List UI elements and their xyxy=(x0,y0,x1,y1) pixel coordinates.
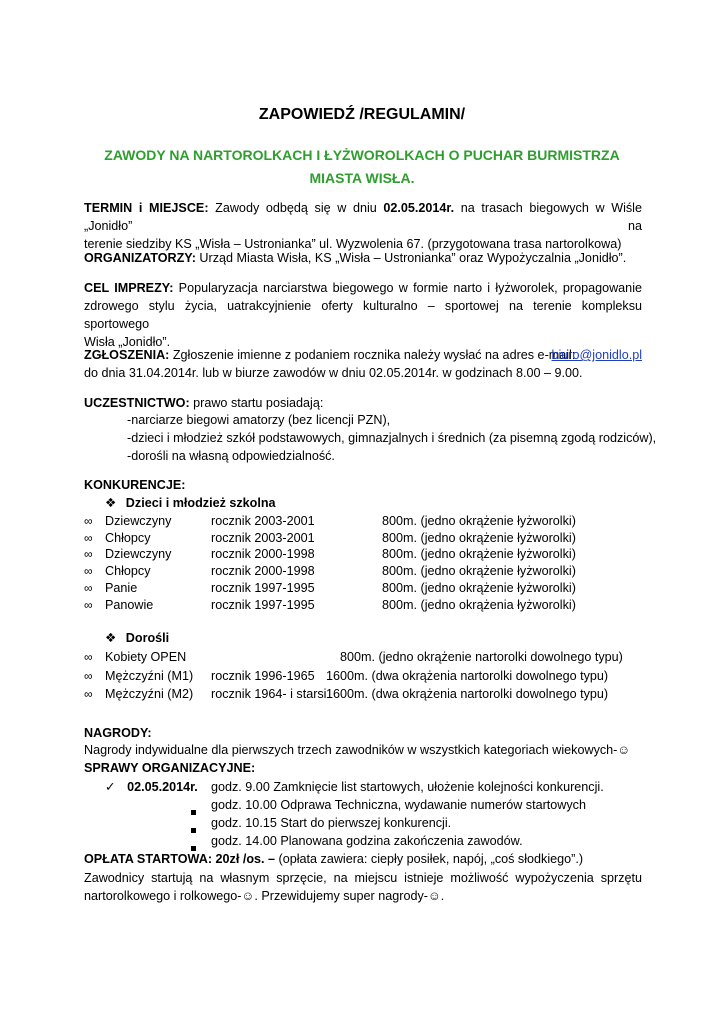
final-line-1: Zawodnicy startują na własnym sprzęcie, na miejscu istnieje możliwość wypożyczenia sprzętu xyxy=(84,871,642,885)
infinity-bullet-icon: ∞ xyxy=(84,530,93,545)
nagrody-text: Nagrody indywidualne dla pierwszych trzech zawodników w wszystkich kategoriach wiekowych-☺ xyxy=(84,743,631,757)
infinity-bullet-icon: ∞ xyxy=(84,650,93,664)
infinity-bullet-icon: ∞ xyxy=(84,597,93,612)
zgloszenia-line-2: do dnia 31.04.2014r. lub w biurze zawodów w dniu 02.05.2014r. w godzinach 8.00 – 9.00. xyxy=(84,366,583,380)
nagrody-label xyxy=(84,726,152,741)
section-uczestnictwo xyxy=(84,394,642,412)
category-distance: 800m. (jedno okrążenie łyżworolki) xyxy=(382,580,576,595)
sprawy-label xyxy=(84,761,255,776)
section-final xyxy=(84,869,642,905)
schedule-item: godz. 10.15 Start do pierwszej konkurencji. xyxy=(211,816,452,830)
oplata-label: OPŁATA STARTOWA: 20zł /os. – xyxy=(84,852,276,866)
oplata-line xyxy=(84,852,583,867)
category-name: Dziewczyny xyxy=(105,547,172,562)
category-distance: 800m. (jedno okrążenie łyżworolki) xyxy=(382,547,576,562)
category-name: Kobiety OPEN xyxy=(105,650,187,664)
nagrody-label-text: NAGRODY: xyxy=(84,726,152,740)
category-distance: 1600m. (dwa okrążenia nartorolki dowolnego typu) xyxy=(326,687,609,701)
sprawy-date: 02.05.2014r. xyxy=(127,780,198,794)
termin-line-1 xyxy=(84,199,642,235)
section-cel xyxy=(84,279,642,351)
group-dzieci-heading xyxy=(105,496,276,511)
termin-text-a: Zawody odbędą się w dniu xyxy=(208,201,384,215)
uczestnictwo-item: -narciarze biegowi amatorzy (bez licencji PZN), xyxy=(127,413,391,427)
cel-text-1: Popularyzacja narciarstwa biegowego w formie narto i łyżworolek, propagowanie xyxy=(173,281,642,295)
cel-line-2: zdrowego stylu życia, uatrakcyjnienie oferty kulturalno – sportowej na terenie kompleksu sportowego xyxy=(84,299,642,331)
termin-label: TERMIN i MIEJSCE: xyxy=(84,201,209,215)
konkurencje-label-text: KONKURENCJE: xyxy=(84,478,186,492)
category-year: rocznik 1964- i starsi xyxy=(211,687,327,701)
schedule-item: godz. 10.00 Odprawa Techniczna, wydawanie numerów startowych xyxy=(211,798,586,812)
konkurencje-label xyxy=(84,478,185,493)
category-year: rocznik 2003-2001 xyxy=(211,530,315,545)
oplata-text: (opłata zawiera: ciepły posiłek, napój, „coś słodkiego”.) xyxy=(275,852,584,866)
section-zgloszenia xyxy=(84,346,642,382)
group-dorosli-heading xyxy=(105,631,169,646)
cel-label: CEL IMPREZY: xyxy=(84,281,174,295)
uczestnictwo-intro: prawo startu posiadają: xyxy=(189,396,324,410)
sprawy-date-row xyxy=(105,780,198,795)
category-distance: 800m. (jedno okrążenie łyżworolki) xyxy=(382,514,576,528)
category-distance: 800m. (jedno okrążenie łyżworolki) xyxy=(382,564,576,579)
organizatorzy-text: Urząd Miasta Wisła, KS „Wisła – Ustronianka” oraz Wypożyczalnia „Jonidło”. xyxy=(195,251,627,265)
category-distance: 1600m. (dwa okrążenia nartorolki dowolnego typu) xyxy=(326,668,609,683)
email-link[interactable]: biuro@jonidlo.pl xyxy=(551,348,642,362)
zgloszenia-line-1 xyxy=(84,346,642,364)
event-title-line-2: MIASTA WISŁA. xyxy=(309,170,415,186)
cel-line-3: Wisła „Jonidło”. xyxy=(84,335,171,349)
cel-line-1 xyxy=(84,279,642,297)
page-title: ZAPOWIEDŹ /REGULAMIN/ xyxy=(258,106,466,123)
event-title-line-1: ZAWODY NA NARTOROLKACH I ŁYŻWOROLKACH O PUCHAR BURMISTRZA xyxy=(104,147,620,163)
category-name: Dziewczyny xyxy=(105,514,172,528)
infinity-bullet-icon: ∞ xyxy=(84,687,93,701)
checkmark-icon: ✓ xyxy=(105,780,116,794)
square-bullet-icon xyxy=(191,804,196,819)
category-year: rocznik 1996-1965 xyxy=(211,668,315,683)
group-dorosli-title: Dorośli xyxy=(125,631,170,645)
termin-text-b: na trasach biegowych w Wiśle „Jonidło” na xyxy=(84,201,642,233)
uczestnictwo-label: UCZESTNICTWO: xyxy=(84,396,190,410)
infinity-bullet-icon: ∞ xyxy=(84,564,93,579)
uczestnictwo-item: -dzieci i młodzież szkół podstawowych, gimnazjalnych i średnich (za pisemną zgodą rodziców), xyxy=(127,431,657,445)
section-organizatorzy xyxy=(84,249,642,267)
sprawy-label-text: SPRAWY ORGANIZACYJNE: xyxy=(84,761,256,775)
category-distance: 800m. (jedno okrążenie łyżworolki) xyxy=(382,530,576,545)
infinity-bullet-icon: ∞ xyxy=(84,547,93,562)
category-year: rocznik 2000-1998 xyxy=(211,564,315,579)
category-year: rocznik 2003-2001 xyxy=(211,514,315,528)
category-name: Chłopcy xyxy=(105,564,151,579)
diamond-bullet-icon: ❖ xyxy=(105,631,117,645)
final-line-2: nartorolkowego i rolkowego-☺. Przewidujemy super nagrody-☺. xyxy=(84,889,445,903)
organizatorzy-label: ORGANIZATORZY: xyxy=(84,251,196,265)
zgloszenia-label: ZGŁOSZENIA: xyxy=(84,348,170,362)
category-year: rocznik 1997-1995 xyxy=(211,580,315,595)
schedule-item: godz. 9.00 Zamknięcie list startowych, ułożenie kolejności konkurencji. xyxy=(211,780,604,794)
diamond-bullet-icon: ❖ xyxy=(105,496,117,510)
infinity-bullet-icon: ∞ xyxy=(84,668,93,683)
schedule-item: godz. 14.00 Planowana godzina zakończenia zawodów. xyxy=(211,834,523,848)
category-distance: 800m. (jedno okrążenia łyżworolki) xyxy=(382,597,576,612)
category-name: Mężczyźni (M1) xyxy=(105,668,194,683)
uczestnictwo-item: -dorośli na własną odpowiedzialność. xyxy=(127,449,335,463)
category-year: rocznik 1997-1995 xyxy=(211,597,315,612)
section-termin xyxy=(84,199,642,253)
infinity-bullet-icon: ∞ xyxy=(84,514,93,528)
termin-date: 02.05.2014r. xyxy=(383,201,455,215)
category-name: Chłopcy xyxy=(105,530,151,545)
group-dzieci-title: Dzieci i młodzież szkolna xyxy=(125,496,276,510)
infinity-bullet-icon: ∞ xyxy=(84,580,93,595)
category-name: Panowie xyxy=(105,597,154,612)
category-distance: 800m. (jedno okrążenie nartorolki dowolnego typu) xyxy=(340,650,623,664)
zgloszenia-text-1: Zgłoszenie imienne z podaniem rocznika należy wysłać na adres e-mail: xyxy=(169,348,576,362)
category-name: Panie xyxy=(105,580,138,595)
termin-line-2: terenie siedziby KS „Wisła – Ustronianka” ul. Wyzwolenia 67. (przygotowana trasa nartorolkowa) xyxy=(84,237,622,251)
square-bullet-icon xyxy=(191,822,196,837)
category-year: rocznik 2000-1998 xyxy=(211,547,315,562)
category-name: Mężczyźni (M2) xyxy=(105,687,194,701)
